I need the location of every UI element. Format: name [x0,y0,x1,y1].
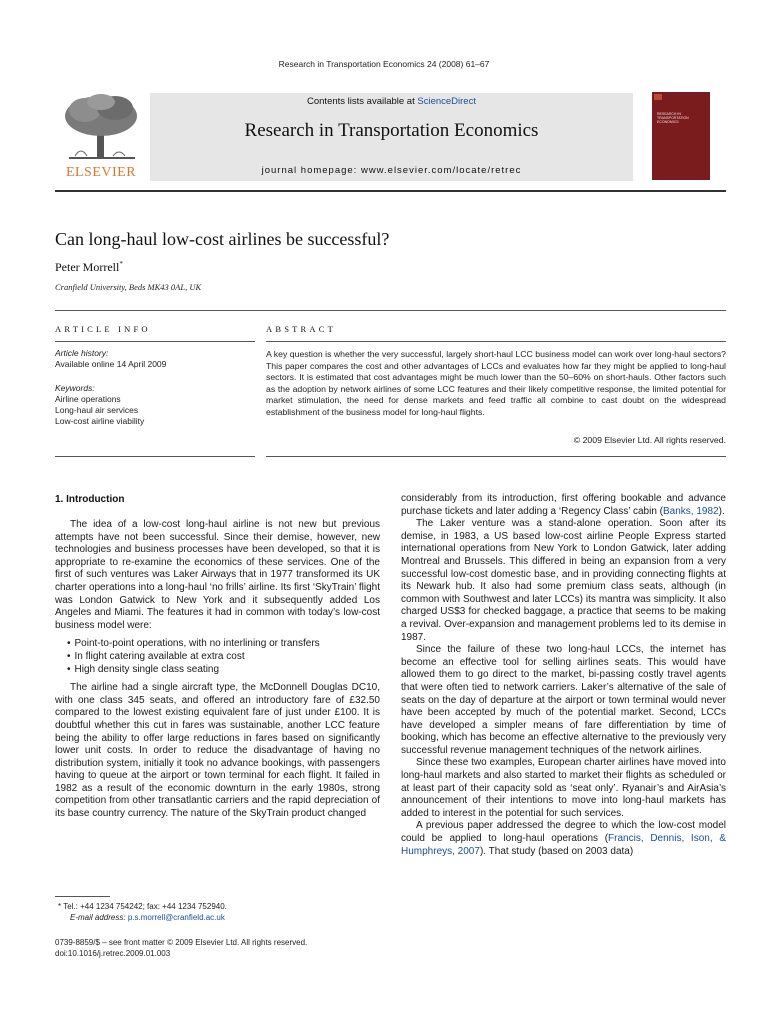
keyword: Long-haul air services [55,405,139,415]
footnote-email-line [58,912,378,923]
keyword: Airline operations [55,394,121,404]
paragraph [401,820,726,858]
paragraph-text: ). That study (based on 2003 data) [479,845,634,857]
elsevier-tree-icon [55,92,147,164]
sciencedirect-link[interactable]: ScienceDirect [417,96,476,107]
citation-link[interactable]: Banks, 1982 [663,505,719,517]
journal-header [55,92,711,184]
cover-logo-mark [654,94,662,100]
abstract-text: A key question is whether the very successful, largely short-haul LCC business model can work over long-haul sectors? This paper compares the cost and other advantages of LCCs and evaluates how far they might be applied to long-haul sectors. It is estimated that cost advantages might be much lower than the 50–60% on short-hauls. Other factors such as the adoption by network airlines of some LCC features and their likely competitive response, the limited potential for market stimulation, the need for dense markets and feed traffic all combine to cast doubt on the widespread establishment of the business model for long-haul flights. [266,349,726,417]
contents-line [150,96,633,107]
doi-line[interactable]: doi:10.1016/j.retrec.2009.01.003 [55,949,171,958]
paragraph [401,493,726,518]
publisher-name: ELSEVIER [65,165,137,180]
elsevier-logo [55,92,147,184]
keyword: Low-cost airline viability [55,416,145,426]
issn-line: 0739-8859/$ – see front matter © 2009 Elsevier Ltd. All rights reserved. [55,938,308,947]
affiliation: Cranfield University, Beds MK43 0AL, UK [55,282,202,292]
article-info-heading: ARTICLE INFO [55,324,151,334]
keywords-label: Keywords: [55,383,95,393]
footnote-contact: * Tel.: +44 1234 754242; fax: +44 1234 752940. [58,902,227,911]
history-value: Available online 14 April 2009 [55,359,167,369]
citation-link[interactable]: Francis, Dennis, Ison, & Humphreys, 2007 [401,833,726,857]
list-item: • Point-to-point operations, with no interlining or transfers [67,638,380,651]
list-item: • High density single class seating [67,664,380,677]
abstract-bottom-rule [266,456,726,457]
paragraph: The airline had a single aircraft type, the McDonnell Douglas DC10, with one class 345 seats, and offered an introductory fare of £32.50 compared to the lowest existing equivalent fare of just under £100. It is doubtful whether this cut in fares was sustainable, another LCC feature being the ability to offer large reductions in fares based on significantly lower unit costs. In order to reduce the disadvantage of having no distribution system, initially it took no advance bookings, with passengers having to queue at the airport or town terminal for each flight. It failed in 1982 as a result of the economic downturn in the early 1980s, strong competition from other transatlantic carriers and the rapid depreciation of its base country currency. The nature of the SkyTrain product changed [55,682,380,820]
header-rule [55,190,726,192]
article-title: Can long-haul low-cost airlines be successful? [55,229,390,249]
paragraph-text: ). [718,505,725,517]
journal-title: Research in Transportation Economics [244,120,539,141]
article-history [55,348,255,370]
abstract-rule [266,341,726,342]
footnote-rule [55,896,110,897]
keywords-block [55,383,255,427]
info-top-rule [55,310,726,311]
feature-list [67,638,380,676]
right-column [401,493,726,858]
author-footnote-mark[interactable]: * [119,260,123,268]
cover-title: RESEARCH IN TRANSPORTATION ECONOMICS [657,112,689,125]
abstract-copyright: © 2009 Elsevier Ltd. All rights reserved. [573,435,726,445]
bottom-meta [55,937,455,959]
article-info-bottom-rule [55,456,255,457]
journal-cover-image [652,92,710,180]
email-label: E-mail address: [70,913,126,922]
author-name: Peter Morrell [55,260,120,274]
running-head: Research in Transportation Economics 24 (2008) 61–67 [278,59,490,69]
paragraph: Since these two examples, European charter airlines have moved into long-haul markets and also started to market their flights as scheduled or at least part of their capacity sold as ‘seat only’. Ryanair’s and AirAsia’s announcement of their intentions to move into long-haul markets has added to interest in the potential for such services. [401,757,726,819]
paragraph: The idea of a low-cost long-haul airline is not new but previous attempts have not been successful. Since their demise, however, new technologies and business processes have been developed, so that it is appropriate to re-examine the economics of these services. One of the first of such ventures was Laker Airways that in 1977 transformed its UK charter operations into a long-haul ‘no frills’ airline. Its first ‘SkyTrain’ flight was London Gatwick to New York and it subsequently added Los Angeles and Miami. The features it had in common with today’s low-cost business model were: [55,519,380,631]
journal-homepage[interactable]: journal homepage: www.elsevier.com/locate/retrec [261,165,522,176]
paragraph: The Laker venture was a stand-alone operation. Soon after its demise, in 1983, a US based low-cost airline People Express started international operations from New York to London Gatwick, later adding Montreal and Brussels. This differed in being an expansion from a very successful low-cost domestic base, and in providing connecting flights at its Newark hub. It also had some premium class seats, although (in common with Southwest and later LCCs) its mantra was simplicity. It also charged US$3 for checked baggage, a practice that seems to be making a revival. Over-expansion and management problems led to its demise in 1987. [401,518,726,643]
article-info-rule [55,341,255,342]
journal-banner [150,93,633,181]
paragraph-text: considerably from its introduction, first offering bookable and advance purchase tickets and later adding a ‘Regency Class’ cabin ( [401,493,726,517]
left-column [55,519,380,821]
contents-prefix: Contents lists available at [307,96,415,107]
section-heading-introduction: 1. Introduction [55,494,125,505]
list-item: • In flight catering available at extra cost [67,651,380,664]
abstract-heading: ABSTRACT [266,324,336,334]
history-label: Article history: [55,348,109,358]
paragraph-text: A previous paper addressed the degree to which the low-cost model could be applied to long-haul operations ( [401,820,726,845]
email-link[interactable]: p.s.morrell@cranfield.ac.uk [127,913,225,922]
footnote [58,901,378,923]
paragraph: Since the failure of these two long-haul LCCs, the internet has become an effective tool for selling airlines seats. This would have allowed them to go direct to the market, bi-passing costly travel agents that were often tied to network carriers. Laker’s alternative of the sale of seats on the day of departure at the airport or town terminal would never have been accepted by much of the potential market. Second, LCCs have developed a simpler means of fare differentiation by time of booking, which has become an effective alternative to the previously very successful revenue management techniques of the network airlines. [401,644,726,756]
author [55,260,123,275]
